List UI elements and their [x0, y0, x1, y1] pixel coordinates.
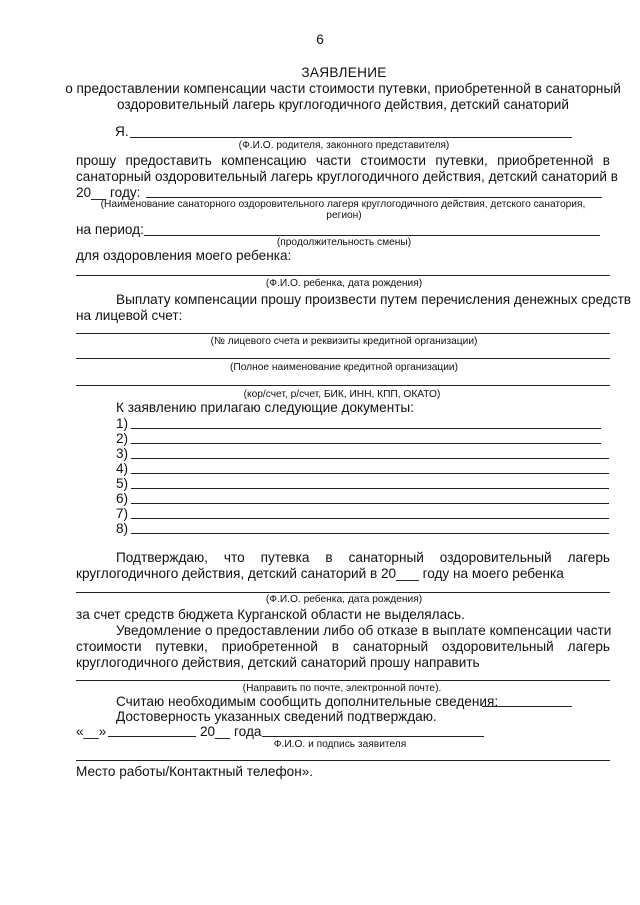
- caption-period: (продолжительность смены): [276, 237, 412, 248]
- caption-camp-line1: (Наименование санаторного оздоровительного лагеря круглогодичного действия, детского санатория,: [100, 199, 586, 210]
- requisites-field[interactable]: [76, 385, 610, 386]
- document-subtitle-line2: оздоровительный лагерь круглогодичного действия, детский санаторий: [117, 97, 569, 112]
- doc-number: 4): [116, 461, 129, 476]
- applicant-label: Я.: [115, 124, 129, 139]
- reliability-statement: Достоверность указанных сведений подтверждаю.: [116, 709, 437, 724]
- doc-field[interactable]: [131, 533, 609, 534]
- document-title: ЗАЯВЛЕНИЕ: [301, 65, 387, 80]
- caption-child-2: (Ф.И.О. ребенка, дата рождения): [265, 594, 423, 605]
- caption-signature: Ф.И.О. и подпись заявителя: [273, 739, 407, 750]
- caption-bank: (Полное наименование кредитной организации): [229, 362, 459, 373]
- notify-line3: круглогодичного действия, детский санаторий прошу направить: [76, 655, 480, 670]
- caption-requisites: (кор/счет, р/счет, БИК, ИНН, КПП, ОКАТО): [243, 389, 441, 400]
- payment-line1: Выплату компенсации прошу произвести путем перечисления денежных средств: [116, 292, 632, 307]
- notify-line1: Уведомление о предоставлении либо об отказе в выплате компенсации части: [116, 623, 612, 638]
- doc-number: 1): [116, 416, 129, 431]
- doc-field[interactable]: [131, 458, 609, 459]
- health-label: для оздоровления моего ребенка:: [76, 248, 292, 263]
- date-day: «__»: [76, 724, 107, 739]
- caption-camp-line2: регион): [326, 210, 362, 221]
- caption-mail: (Направить по почте, электронной почте).: [242, 683, 442, 694]
- period-field[interactable]: [144, 235, 600, 236]
- doc-number: 2): [116, 431, 129, 446]
- request-line1: прошу предоставить компенсацию части стоимости путевки, приобретенной в: [76, 153, 610, 168]
- notify-line2: стоимости путевки, приобретенной в санаторный оздоровительный лагерь: [76, 639, 610, 654]
- attachments-label: К заявлению прилагаю следующие документы:: [116, 400, 414, 415]
- account-field[interactable]: [76, 333, 610, 334]
- payment-line2: на лицевой счет:: [76, 308, 183, 323]
- doc-number: 7): [116, 506, 129, 521]
- doc-number: 5): [116, 476, 129, 491]
- request-line2: санаторный оздоровительный лагерь круглогодичного действия, детский санаторий в: [76, 169, 618, 184]
- doc-field[interactable]: [131, 443, 601, 444]
- child-name-field-2[interactable]: [76, 592, 610, 593]
- notify-method-field[interactable]: [76, 680, 610, 681]
- caption-child: (Ф.И.О. ребенка, дата рождения): [265, 278, 423, 289]
- doc-field[interactable]: [131, 488, 609, 489]
- caption-account: (№ лицевого счета и реквизиты кредитной организации): [210, 336, 478, 347]
- camp-name-field[interactable]: [146, 197, 602, 198]
- doc-field[interactable]: [131, 473, 609, 474]
- budget-statement: за счет средств бюджета Курганской области не выделялась.: [76, 607, 465, 622]
- doc-number: 8): [116, 521, 129, 536]
- date-year: 20__ года: [200, 724, 262, 739]
- extra-info-field[interactable]: [482, 706, 572, 707]
- child-name-field[interactable]: [76, 275, 610, 276]
- doc-field[interactable]: [131, 518, 609, 519]
- extra-info-label: Считаю необходимым сообщить дополнительные сведения:: [116, 694, 499, 709]
- doc-number: 3): [116, 446, 129, 461]
- date-month-field[interactable]: [108, 736, 196, 737]
- page-number: 6: [316, 32, 324, 47]
- confirm-line2: круглогодичного действия, детский санаторий в 20___ году на моего ребенка: [76, 566, 564, 581]
- caption-parent: (Ф.И.О. родителя, законного представителя): [238, 140, 450, 151]
- parent-name-field[interactable]: [130, 137, 572, 138]
- signature-field[interactable]: [262, 736, 484, 737]
- bank-name-field[interactable]: [76, 358, 610, 359]
- workplace-field[interactable]: [76, 760, 610, 761]
- workplace-label: Место работы/Контактный телефон».: [76, 764, 314, 779]
- doc-field[interactable]: [131, 503, 609, 504]
- request-year: 20__ году:: [76, 185, 141, 200]
- confirm-line1: Подтверждаю, что путевка в санаторный оздоровительный лагерь: [116, 550, 610, 565]
- document-subtitle-line1: о предоставлении компенсации части стоимости путевки, приобретенной в санаторный: [65, 81, 621, 96]
- doc-field[interactable]: [131, 428, 601, 429]
- doc-number: 6): [116, 491, 129, 506]
- period-label: на период:: [76, 222, 144, 237]
